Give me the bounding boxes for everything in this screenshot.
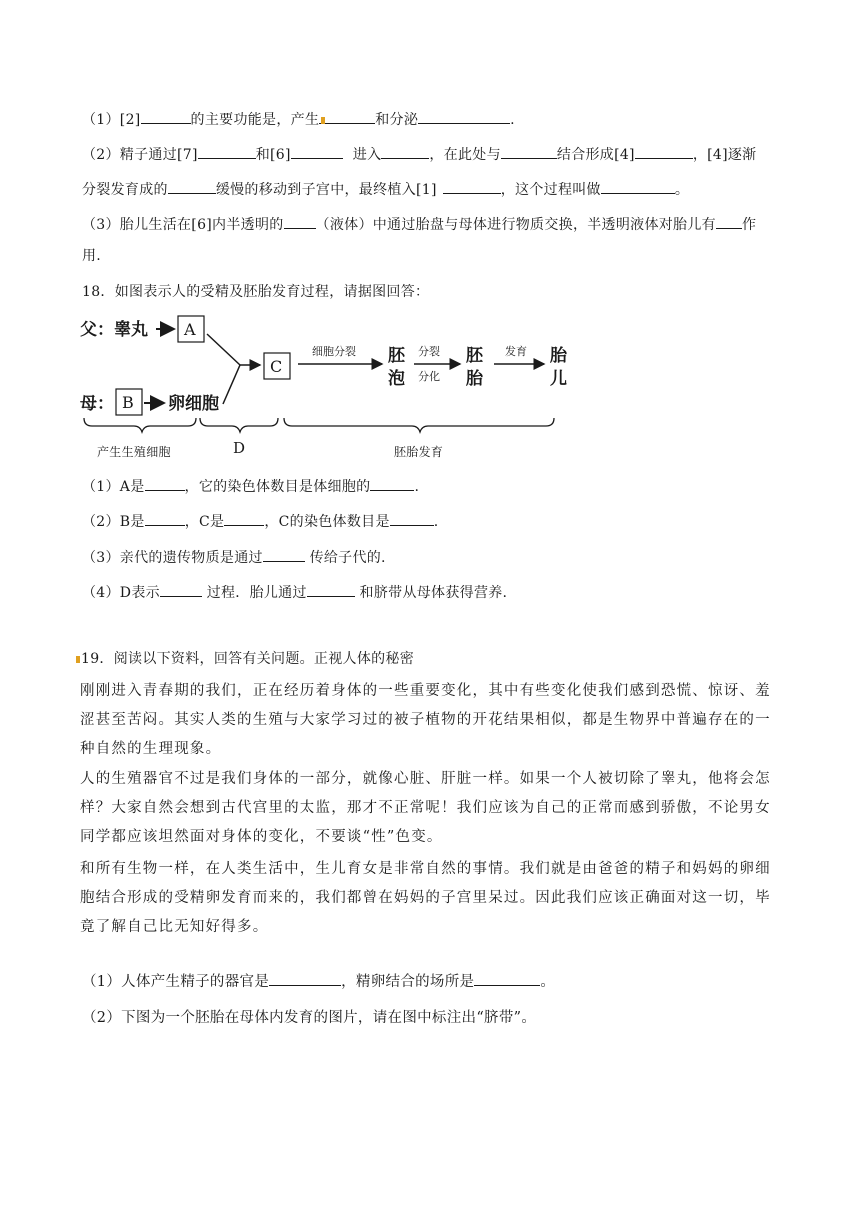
q17-line-4: （3）胎儿生活在[6]内半透明的 （液体）中通过胎盘与母体进行物质交换，半透明液体对胎儿有 作 — [82, 217, 757, 233]
answer-blank[interactable] — [390, 512, 434, 526]
answer-blank[interactable] — [307, 583, 355, 597]
q17-line-2: （2）精子通过[7] 和[6] 进入 ，在此处与 结合形成[4] ，[4]逐渐 — [82, 147, 757, 163]
q18-sub-1: （1）A是 ，它的染色体数目是体细胞的 . — [82, 479, 420, 495]
answer-blank[interactable] — [291, 145, 343, 159]
answer-blank[interactable] — [370, 477, 414, 491]
answer-blank[interactable] — [284, 215, 316, 229]
reading-paragraph-3: 和所有生物一样，在人类生活中，生儿育女是非常自然的事情。我们就是由爸爸的精子和妈妈的卵细胞结合形成的受精卵发育而来的，我们都曾在妈妈的子宫里呆过。因此我们应该正确面对这一切，毕竟了解自己比无知好得多。 — [80, 861, 771, 935]
brace-d-label: D — [233, 439, 246, 457]
brace-germ-cells — [84, 418, 196, 432]
answer-blank[interactable] — [168, 180, 216, 194]
q18-sub-3: （3）亲代的遗传物质是通过 传给子代的. — [82, 550, 386, 566]
q17-line-3: 分裂发育成的 缓慢的移动到子宫中，最终植入[1] ，这个过程叫做 。 — [82, 182, 690, 198]
answer-blank[interactable] — [263, 548, 305, 562]
q19-sub-2: （2）下图为一个胚胎在母体内发育的图片，请在图中标注出“脐带”。 — [82, 1010, 537, 1026]
blastocyst-label-1: 胚 — [388, 346, 405, 366]
answer-blank[interactable] — [418, 110, 510, 124]
mother-label: 母： — [80, 394, 114, 414]
marker-dot — [76, 656, 80, 663]
box-a-label: A — [184, 320, 196, 339]
answer-blank[interactable] — [141, 110, 191, 124]
answer-blank[interactable] — [269, 972, 341, 986]
fetus-label-1: 胎 — [550, 346, 567, 366]
brace-embryo-development — [284, 418, 554, 432]
development-label: 发育 — [505, 345, 527, 358]
fetus-label-2: 儿 — [550, 369, 567, 389]
answer-blank[interactable] — [319, 110, 375, 124]
answer-blank[interactable] — [160, 583, 202, 597]
answer-blank[interactable] — [224, 512, 264, 526]
answer-blank[interactable] — [381, 145, 429, 159]
marker-dot — [321, 117, 325, 124]
answer-blank[interactable] — [601, 180, 675, 194]
father-label: 父：睾丸 — [80, 320, 148, 340]
brace-embryo-development-label: 胚胎发育 — [394, 445, 444, 459]
embryo-label-1: 胚 — [466, 346, 483, 366]
answer-blank[interactable] — [716, 215, 742, 229]
egg-label: 卵细胞 — [168, 394, 219, 414]
differentiation-label: 分化 — [418, 370, 440, 383]
q18-title: 18．如图表示人的受精及胚胎发育过程，请据图回答： — [82, 284, 430, 300]
division-label: 分裂 — [418, 345, 440, 358]
brace-germ-cells-label: 产生生殖细胞 — [97, 445, 171, 459]
answer-blank[interactable] — [198, 145, 256, 159]
brace-d — [200, 418, 278, 432]
reading-paragraph-2: 人的生殖器官不过是我们身体的一部分，就像心脏、肝脏一样。如果一个人被切除了睾丸，他将会怎样？大家自然会想到古代宫里的太监，那才不正常呢！我们应该为自己的正常而感到骄傲，不论男女同学都应该坦然面对身体的变化，不要谈“性”色变。 — [80, 771, 771, 845]
answer-blank[interactable] — [145, 512, 185, 526]
embryo-label-2: 胎 — [466, 369, 483, 389]
answer-blank[interactable] — [443, 180, 501, 194]
q17-line-1: （1）[2] 的主要功能是，产生 和分泌 . — [82, 112, 515, 128]
q18-sub-4: （4）D表示 过程．胎儿通过 和脐带从母体获得营养. — [82, 585, 508, 601]
reading-paragraph-1: 刚刚进入青春期的我们，正在经历着身体的一些重要变化，其中有些变化使我们感到恐慌、惊讶、羞涩甚至苦闷。其实人类的生殖与大家学习过的被子植物的开花结果相似，都是生物界中普遍存在的一种自然的生理现象。 — [80, 683, 771, 757]
fertilization-diagram — [80, 308, 570, 438]
q19-title: 19．阅读以下资料，回答有关问题。正视人体的秘密 — [76, 649, 414, 669]
merge-line-top — [207, 334, 240, 365]
q19-sub-1: （1）人体产生精子的器官是 ，精卵结合的场所是 。 — [82, 974, 556, 990]
q17-line-5: 用. — [82, 248, 102, 264]
answer-blank[interactable] — [635, 145, 693, 159]
cell-division-label: 细胞分裂 — [312, 345, 356, 358]
answer-blank[interactable] — [145, 477, 185, 491]
box-b-label: B — [122, 393, 134, 412]
merge-line-bottom — [223, 365, 240, 404]
q18-sub-2: （2）B是 ，C是 ，C的染色体数目是 . — [82, 514, 439, 530]
answer-blank[interactable] — [474, 972, 540, 986]
answer-blank[interactable] — [501, 145, 557, 159]
box-c-label: C — [270, 357, 283, 376]
blastocyst-label-2: 泡 — [388, 369, 405, 389]
